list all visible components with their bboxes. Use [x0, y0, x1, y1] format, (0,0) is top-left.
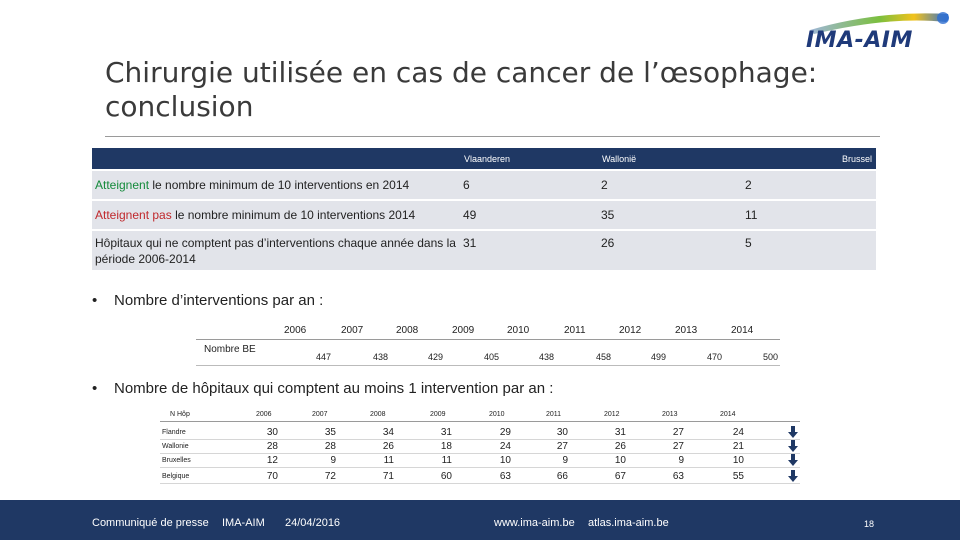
annual-year: 2008 — [396, 325, 419, 336]
annual-value: 438 — [373, 352, 389, 362]
summary-header-vlaanderen: Vlaanderen — [460, 148, 598, 170]
summary-table — [92, 148, 876, 270]
bullet-text: Nombre de hôpitaux qui comptent au moins 1 intervention par an : — [114, 380, 554, 397]
annual-row-label: Nombre BE — [204, 344, 256, 355]
summary-row-lead: Atteignent pas — [95, 208, 172, 222]
hospitals-table — [160, 408, 800, 488]
hospitals-cell: 55 — [732, 471, 744, 482]
hospitals-cell: 9 — [330, 455, 336, 466]
annual-year: 2014 — [731, 325, 754, 336]
hospitals-cell: 66 — [556, 471, 568, 482]
hospitals-year: 2009 — [430, 411, 446, 418]
footer-atlas-link[interactable]: atlas.ima-aim.be — [588, 517, 669, 529]
hospitals-cell: 18 — [440, 441, 452, 452]
annual-values-row — [196, 340, 780, 366]
bullet-hospitals — [92, 380, 553, 397]
hospitals-cell: 30 — [266, 427, 278, 438]
hospitals-year: 2006 — [256, 411, 272, 418]
summary-cell: 26 — [598, 230, 742, 270]
annual-value: 447 — [316, 352, 332, 362]
summary-row — [92, 200, 876, 230]
hospitals-row — [160, 426, 800, 440]
hospitals-cell: 12 — [266, 455, 278, 466]
hospitals-region: Bruxelles — [162, 457, 191, 464]
hospitals-cell: 28 — [266, 441, 278, 452]
hospitals-region: Flandre — [162, 429, 186, 436]
annual-value: 429 — [428, 352, 444, 362]
summary-row-label — [92, 230, 460, 270]
footer-press: Communiqué de presse — [92, 517, 209, 529]
hospitals-year: 2013 — [662, 411, 678, 418]
hospitals-cell: 35 — [324, 427, 336, 438]
slide-title: Chirurgie utilisée en cas de cancer de l’œsophage: conclusion — [105, 56, 818, 123]
annual-value: 438 — [539, 352, 555, 362]
hospitals-year: 2011 — [546, 411, 562, 418]
footer-org: IMA-AIM — [222, 517, 265, 529]
bullet-dot: • — [92, 292, 98, 309]
hospitals-cell: 70 — [266, 471, 278, 482]
annual-value: 458 — [596, 352, 612, 362]
summary-row-rest: Hôpitaux qui ne comptent pas d’interventions chaque année dans la période 2006-2014 — [95, 235, 456, 266]
hospitals-cell: 31 — [614, 427, 626, 438]
annual-year: 2010 — [507, 325, 530, 336]
summary-row-lead: Atteignent — [95, 178, 150, 192]
hospitals-cell: 27 — [672, 441, 684, 452]
logo-text: IMA-AIM — [806, 28, 913, 53]
hospitals-year: 2008 — [370, 411, 386, 418]
hospitals-row — [160, 470, 800, 484]
annual-year: 2013 — [675, 325, 698, 336]
annual-value: 405 — [484, 352, 500, 362]
hospitals-cell: 63 — [499, 471, 511, 482]
summary-cell: 31 — [460, 230, 598, 270]
hospitals-cell: 34 — [382, 427, 394, 438]
hospitals-year: 2012 — [604, 411, 620, 418]
down-arrow-icon — [788, 440, 798, 452]
summary-cell: 5 — [742, 230, 876, 270]
hospitals-cell: 28 — [324, 441, 336, 452]
hospitals-row — [160, 454, 800, 468]
annual-year: 2012 — [619, 325, 642, 336]
hospitals-cell: 11 — [441, 455, 452, 466]
annual-years-row — [196, 322, 780, 340]
bullet-text: Nombre d’interventions par an : — [114, 292, 324, 309]
down-arrow-icon — [788, 470, 798, 482]
summary-row-label — [92, 170, 460, 200]
hospitals-cell: 29 — [499, 427, 511, 438]
page-number: 18 — [864, 519, 875, 529]
hospitals-year: 2007 — [312, 411, 328, 418]
hospitals-row — [160, 440, 800, 454]
footer-site-link[interactable]: www.ima-aim.be — [494, 517, 575, 529]
hospitals-cell: 10 — [499, 455, 511, 466]
annual-value: 500 — [763, 352, 779, 362]
hospitals-header-label: N Hôp — [170, 411, 190, 418]
summary-cell: 49 — [460, 200, 598, 230]
summary-cell: 6 — [460, 170, 598, 200]
hospitals-cell: 30 — [556, 427, 568, 438]
summary-row — [92, 230, 876, 270]
summary-cell: 11 — [742, 200, 876, 230]
hospitals-cell: 71 — [382, 471, 394, 482]
hospitals-cell: 10 — [732, 455, 744, 466]
hospitals-cell: 72 — [324, 471, 336, 482]
hospitals-region: Wallonie — [162, 443, 189, 450]
hospitals-cell: 26 — [382, 441, 394, 452]
hospitals-cell: 24 — [499, 441, 511, 452]
hospitals-region: Belgique — [162, 473, 190, 480]
bullet-interventions — [92, 292, 323, 309]
hospitals-cell: 11 — [383, 455, 394, 466]
annual-year: 2007 — [341, 325, 364, 336]
footer-bar — [0, 500, 960, 540]
summary-header-blank — [92, 148, 460, 170]
summary-cell: 2 — [742, 170, 876, 200]
hospitals-cell: 60 — [440, 471, 452, 482]
hospitals-cell: 27 — [672, 427, 684, 438]
hospitals-cell: 26 — [614, 441, 626, 452]
annual-year: 2006 — [284, 325, 307, 336]
summary-header-brussel: Brussel — [742, 148, 876, 170]
down-arrow-icon — [788, 454, 798, 466]
annual-value: 470 — [707, 352, 723, 362]
hospitals-year: 2010 — [489, 411, 505, 418]
hospitals-cell: 24 — [732, 427, 744, 438]
summary-cell: 35 — [598, 200, 742, 230]
summary-row-rest: le nombre minimum de 10 interventions en 2014 — [149, 178, 410, 192]
summary-cell: 2 — [598, 170, 742, 200]
summary-header-wallonie: Wallonië — [598, 148, 742, 170]
hospitals-cell: 67 — [614, 471, 626, 482]
summary-row-rest: le nombre minimum de 10 interventions 2014 — [171, 208, 416, 222]
summary-header-row — [92, 148, 876, 170]
footer-date: 24/04/2016 — [285, 517, 341, 529]
annual-year: 2011 — [564, 325, 586, 336]
hospitals-cell: 21 — [732, 441, 744, 452]
summary-row — [92, 170, 876, 200]
hospitals-cell: 63 — [672, 471, 684, 482]
hospitals-cell: 10 — [614, 455, 626, 466]
hospitals-year: 2014 — [720, 411, 736, 418]
title-divider — [105, 136, 880, 137]
bullet-dot: • — [92, 380, 98, 397]
annual-value: 499 — [651, 352, 667, 362]
summary-row-label — [92, 200, 460, 230]
down-arrow-icon — [788, 426, 798, 438]
hospitals-cell: 27 — [556, 441, 568, 452]
hospitals-cell: 9 — [678, 455, 684, 466]
annual-year: 2009 — [452, 325, 475, 336]
hospitals-cell: 31 — [440, 427, 452, 438]
hospitals-header-row — [160, 408, 800, 422]
hospitals-cell: 9 — [562, 455, 568, 466]
